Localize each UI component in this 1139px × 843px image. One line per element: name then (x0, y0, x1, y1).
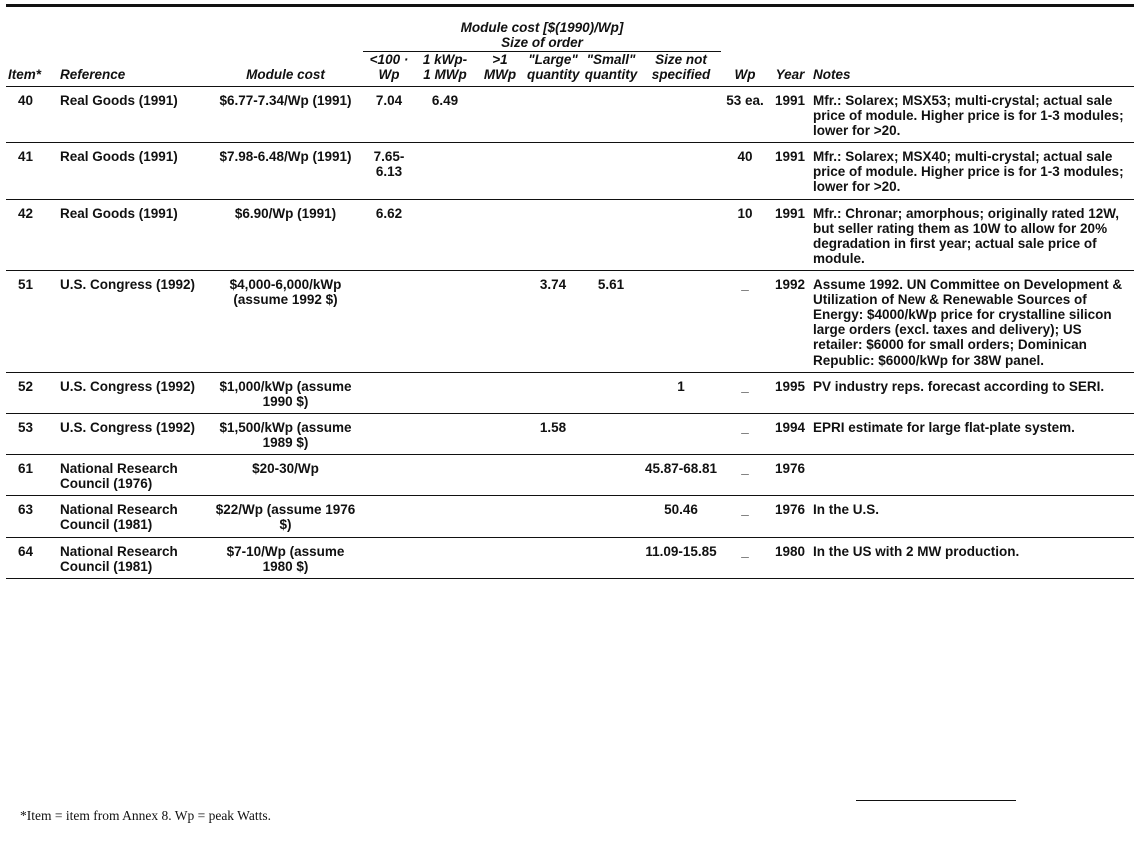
cell-notes: Assume 1992. UN Committee on Development & Utilization of New & Renewable Sources of Energy: $4000/kWp price for crystalline silicon large orders (excl. taxes and delivery); US retailer: $6000 for small orders; Dominican Republic: $6000/kWp for 38W panel. (811, 271, 1134, 373)
cell-module-cost: $6.77-7.34/Wp (1991) (208, 86, 363, 142)
cell-reference: National Research Council (1976) (58, 455, 208, 496)
cell-lt100 (363, 537, 415, 578)
table-row (6, 86, 1134, 142)
cell-notes: In the US with 2 MW production. (811, 537, 1134, 578)
cell-item: 40 (6, 86, 58, 142)
cell-year: 1976 (769, 455, 811, 496)
table-row (6, 372, 1134, 413)
cell-notes (811, 455, 1134, 496)
cell-item: 41 (6, 143, 58, 199)
cell-gt1mw (475, 143, 525, 199)
cell-small (581, 199, 641, 270)
cell-gt1mw (475, 271, 525, 373)
cell-gt1mw (475, 199, 525, 270)
cell-year: 1980 (769, 537, 811, 578)
cell-year: 1991 (769, 86, 811, 142)
cell-reference: U.S. Congress (1992) (58, 271, 208, 373)
cell-lt100 (363, 455, 415, 496)
cell-notes: PV industry reps. forecast according to SERI. (811, 372, 1134, 413)
cell-year: 1994 (769, 413, 811, 454)
cell-kw-mw (415, 413, 475, 454)
cell-notspec: 50.46 (641, 496, 721, 537)
cell-reference: Real Goods (1991) (58, 143, 208, 199)
group-header-line1: Module cost [$(1990)/Wp] (460, 20, 624, 35)
col-small: "Small" quantity (581, 51, 641, 86)
table-row (6, 455, 1134, 496)
cell-reference: National Research Council (1981) (58, 496, 208, 537)
cell-lt100: 6.62 (363, 199, 415, 270)
col-gt1mw: >1 MWp (475, 51, 525, 86)
col-notspec: Size not specified (641, 51, 721, 86)
cell-lt100: 7.65-6.13 (363, 143, 415, 199)
cell-notes: In the U.S. (811, 496, 1134, 537)
cell-notspec (641, 413, 721, 454)
cell-wp: _ (721, 537, 769, 578)
cell-year: 1992 (769, 271, 811, 373)
cell-notes: Mfr.: Chronar; amorphous; originally rated 12W, but seller rating them as 10W to allow for 20% degradation in first year; actual sale price of module. (811, 199, 1134, 270)
col-large: "Large" quantity (525, 51, 581, 86)
cell-lt100 (363, 413, 415, 454)
cell-kw-mw (415, 455, 475, 496)
cell-module-cost: $7-10/Wp (assume 1980 $) (208, 537, 363, 578)
cell-wp: _ (721, 372, 769, 413)
table-row (6, 413, 1134, 454)
cell-reference: National Research Council (1981) (58, 537, 208, 578)
cell-gt1mw (475, 86, 525, 142)
cell-wp: _ (721, 455, 769, 496)
top-rule (6, 6, 1134, 22)
cell-notspec (641, 271, 721, 373)
cell-small (581, 496, 641, 537)
cell-notes: Mfr.: Solarex; MSX40; multi-crystal; actual sale price of module. Higher price is for 1-3 modules; lower for >20. (811, 143, 1134, 199)
cell-wp: 53 ea. (721, 86, 769, 142)
cell-large: 3.74 (525, 271, 581, 373)
cell-small (581, 372, 641, 413)
col-year: Year (769, 51, 811, 86)
cell-lt100 (363, 271, 415, 373)
cell-notspec (641, 86, 721, 142)
cell-notes: EPRI estimate for large flat-plate system. (811, 413, 1134, 454)
cell-module-cost: $22/Wp (assume 1976 $) (208, 496, 363, 537)
cell-module-cost: $4,000-6,000/kWp (assume 1992 $) (208, 271, 363, 373)
cell-large (525, 143, 581, 199)
cell-gt1mw (475, 537, 525, 578)
cell-small: 5.61 (581, 271, 641, 373)
cell-notes: Mfr.: Solarex; MSX53; multi-crystal; actual sale price of module. Higher price is for 1-3 modules; lower for >20. (811, 86, 1134, 142)
cell-item: 64 (6, 537, 58, 578)
cell-gt1mw (475, 496, 525, 537)
cell-year: 1991 (769, 143, 811, 199)
cell-large: 1.58 (525, 413, 581, 454)
cell-small (581, 537, 641, 578)
footnote-rule (856, 800, 1016, 801)
col-notes: Notes (811, 51, 1134, 86)
footnote: *Item = item from Annex 8. Wp = peak Watts. (20, 808, 271, 823)
table-row (6, 537, 1134, 578)
cell-small (581, 413, 641, 454)
cell-wp: _ (721, 496, 769, 537)
cell-small (581, 455, 641, 496)
cell-kw-mw (415, 199, 475, 270)
cell-item: 63 (6, 496, 58, 537)
cell-year: 1976 (769, 496, 811, 537)
group-header (363, 21, 721, 51)
cell-notspec: 11.09-15.85 (641, 537, 721, 578)
cell-wp: _ (721, 413, 769, 454)
cell-lt100: 7.04 (363, 86, 415, 142)
cell-gt1mw (475, 413, 525, 454)
cell-notspec: 45.87-68.81 (641, 455, 721, 496)
table-body (6, 86, 1134, 578)
cell-kw-mw (415, 496, 475, 537)
col-reference: Reference (58, 51, 208, 86)
cell-module-cost: $7.98-6.48/Wp (1991) (208, 143, 363, 199)
cell-small (581, 86, 641, 142)
cell-module-cost: $20-30/Wp (208, 455, 363, 496)
cell-item: 42 (6, 199, 58, 270)
cell-lt100 (363, 496, 415, 537)
cell-reference: Real Goods (1991) (58, 199, 208, 270)
cell-gt1mw (475, 455, 525, 496)
cell-notspec (641, 199, 721, 270)
cell-wp: _ (721, 271, 769, 373)
cell-large (525, 199, 581, 270)
cell-gt1mw (475, 372, 525, 413)
col-lt100: <100 · Wp (363, 51, 415, 86)
cell-small (581, 143, 641, 199)
table-row (6, 143, 1134, 199)
module-cost-table (6, 4, 1134, 579)
cell-kw-mw (415, 143, 475, 199)
cell-item: 51 (6, 271, 58, 373)
cell-wp: 40 (721, 143, 769, 199)
cell-wp: 10 (721, 199, 769, 270)
cell-large (525, 86, 581, 142)
table-row (6, 271, 1134, 373)
cell-reference: U.S. Congress (1992) (58, 413, 208, 454)
cell-large (525, 372, 581, 413)
group-header-line2: Size of order (501, 34, 583, 50)
col-kw-mw: 1 kWp- 1 MWp (415, 51, 475, 86)
cell-kw-mw: 6.49 (415, 86, 475, 142)
cell-module-cost: $1,000/kWp (assume 1990 $) (208, 372, 363, 413)
cell-kw-mw (415, 537, 475, 578)
cell-reference: Real Goods (1991) (58, 86, 208, 142)
col-module-cost: Module cost (208, 51, 363, 86)
col-wp: Wp (721, 51, 769, 86)
table-row (6, 496, 1134, 537)
cell-lt100 (363, 372, 415, 413)
table-row (6, 199, 1134, 270)
cell-item: 53 (6, 413, 58, 454)
cell-kw-mw (415, 271, 475, 373)
col-item: Item* (6, 51, 58, 86)
cell-large (525, 496, 581, 537)
cell-kw-mw (415, 372, 475, 413)
cell-item: 61 (6, 455, 58, 496)
cell-year: 1995 (769, 372, 811, 413)
table-header (6, 6, 1134, 87)
cell-notspec: 1 (641, 372, 721, 413)
cell-item: 52 (6, 372, 58, 413)
cell-notspec (641, 143, 721, 199)
cell-reference: U.S. Congress (1992) (58, 372, 208, 413)
cell-module-cost: $6.90/Wp (1991) (208, 199, 363, 270)
cell-large (525, 537, 581, 578)
cell-large (525, 455, 581, 496)
cell-year: 1991 (769, 199, 811, 270)
cell-module-cost: $1,500/kWp (assume 1989 $) (208, 413, 363, 454)
